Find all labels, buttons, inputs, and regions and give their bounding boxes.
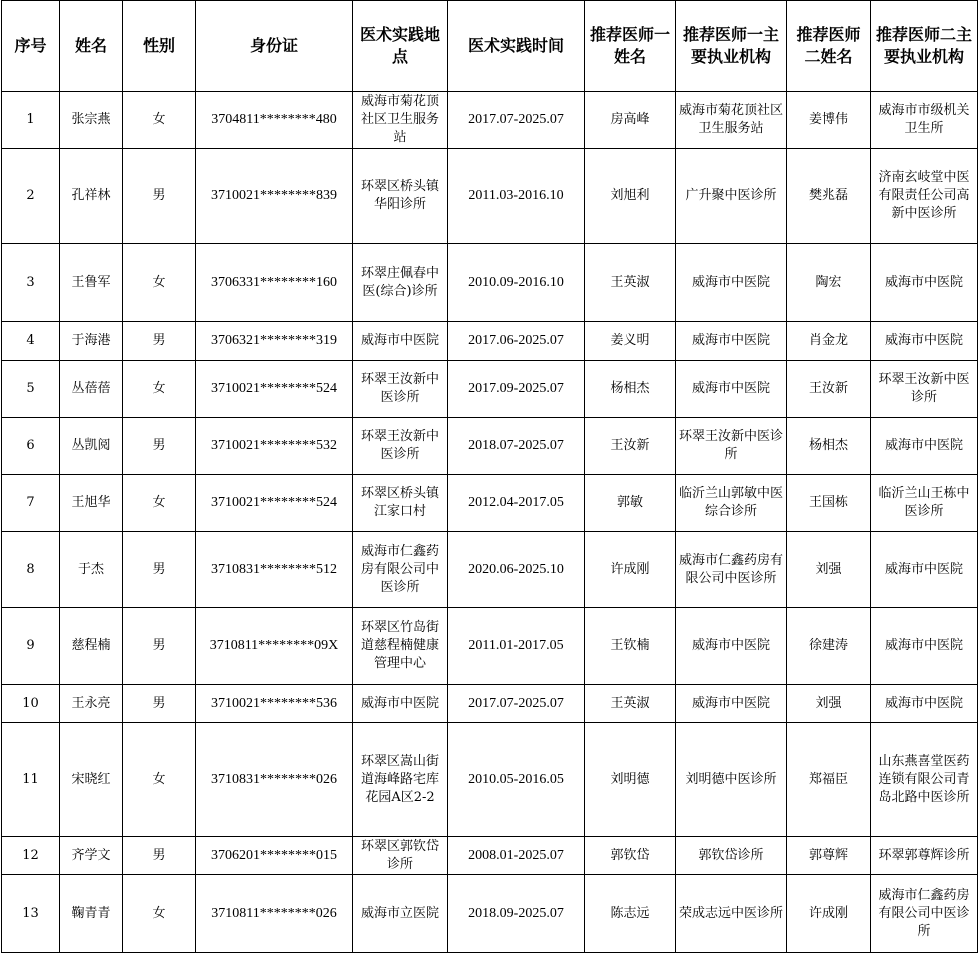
- header-recommender1-name: 推荐医师一姓名: [585, 1, 676, 92]
- cell-recommender1-name: 房高峰: [585, 92, 676, 149]
- header-recommender2-institution: 推荐医师二主要执业机构: [871, 1, 978, 92]
- cell-recommender2-institution: 威海市仁鑫药房有限公司中医诊所: [871, 875, 978, 953]
- cell-gender: 男: [123, 418, 196, 475]
- cell-recommender1-institution: 威海市中医院: [676, 361, 787, 418]
- cell-index: 12: [2, 837, 60, 875]
- cell-practice-location: 环翠庄佩春中医(综合)诊所: [353, 244, 448, 322]
- cell-practice-location: 威海市仁鑫药房有限公司中医诊所: [353, 532, 448, 608]
- cell-recommender1-institution: 威海市中医院: [676, 322, 787, 361]
- table-row: [2, 149, 978, 244]
- cell-recommender1-name: 许成刚: [585, 532, 676, 608]
- cell-practice-time: 2012.04-2017.05: [448, 475, 585, 532]
- cell-recommender2-institution: 威海市中医院: [871, 608, 978, 685]
- cell-name: 于杰: [60, 532, 123, 608]
- header-index: 序号: [2, 1, 60, 92]
- cell-practice-time: 2017.07-2025.07: [448, 685, 585, 723]
- header-practice-time: 医术实践时间: [448, 1, 585, 92]
- cell-gender: 女: [123, 723, 196, 837]
- cell-name: 鞠青青: [60, 875, 123, 953]
- cell-recommender1-name: 杨相杰: [585, 361, 676, 418]
- table-row: [2, 532, 978, 608]
- cell-name: 王旭华: [60, 475, 123, 532]
- cell-gender: 男: [123, 149, 196, 244]
- cell-gender: 男: [123, 532, 196, 608]
- cell-index: 7: [2, 475, 60, 532]
- cell-recommender2-institution: 威海市中医院: [871, 532, 978, 608]
- cell-id: 3710021********536: [196, 685, 353, 723]
- cell-id: 3710831********512: [196, 532, 353, 608]
- header-gender: 性别: [123, 1, 196, 92]
- cell-recommender1-name: 王钦楠: [585, 608, 676, 685]
- cell-practice-time: 2010.09-2016.10: [448, 244, 585, 322]
- cell-practice-time: 2017.09-2025.07: [448, 361, 585, 418]
- cell-gender: 男: [123, 685, 196, 723]
- cell-recommender2-name: 王汝新: [787, 361, 871, 418]
- cell-index: 11: [2, 723, 60, 837]
- header-name: 姓名: [60, 1, 123, 92]
- cell-id: 3706201********015: [196, 837, 353, 875]
- cell-recommender2-institution: 威海市中医院: [871, 322, 978, 361]
- cell-id: 3710021********524: [196, 475, 353, 532]
- cell-index: 13: [2, 875, 60, 953]
- header-id: 身份证: [196, 1, 353, 92]
- cell-recommender1-institution: 威海市菊花顶社区卫生服务站: [676, 92, 787, 149]
- cell-gender: 女: [123, 875, 196, 953]
- cell-practice-time: 2011.03-2016.10: [448, 149, 585, 244]
- table-row: [2, 685, 978, 723]
- cell-recommender1-name: 王汝新: [585, 418, 676, 475]
- cell-recommender2-name: 郭尊辉: [787, 837, 871, 875]
- header-recommender1-institution: 推荐医师一主要执业机构: [676, 1, 787, 92]
- cell-practice-location: 环翠区桥头镇华阳诊所: [353, 149, 448, 244]
- cell-id: 3704811********480: [196, 92, 353, 149]
- cell-recommender1-name: 刘明德: [585, 723, 676, 837]
- table-row: [2, 418, 978, 475]
- cell-name: 于海港: [60, 322, 123, 361]
- cell-recommender1-name: 刘旭利: [585, 149, 676, 244]
- cell-recommender2-name: 肖金龙: [787, 322, 871, 361]
- cell-index: 10: [2, 685, 60, 723]
- cell-practice-location: 环翠王汝新中医诊所: [353, 361, 448, 418]
- cell-recommender2-name: 王国栋: [787, 475, 871, 532]
- cell-gender: 女: [123, 92, 196, 149]
- table-row: [2, 361, 978, 418]
- cell-name: 宋晓红: [60, 723, 123, 837]
- cell-recommender1-institution: 环翠王汝新中医诊所: [676, 418, 787, 475]
- cell-index: 8: [2, 532, 60, 608]
- cell-recommender2-institution: 临沂兰山王栋中医诊所: [871, 475, 978, 532]
- cell-practice-location: 环翠区桥头镇江家口村: [353, 475, 448, 532]
- cell-recommender2-institution: 济南玄岐堂中医有限责任公司高新中医诊所: [871, 149, 978, 244]
- cell-recommender2-institution: 环翠王汝新中医诊所: [871, 361, 978, 418]
- cell-recommender1-name: 陈志远: [585, 875, 676, 953]
- cell-recommender1-institution: 威海市仁鑫药房有限公司中医诊所: [676, 532, 787, 608]
- cell-recommender1-institution: 威海市中医院: [676, 685, 787, 723]
- cell-id: 3710831********026: [196, 723, 353, 837]
- table-row: [2, 322, 978, 361]
- cell-id: 3710811********026: [196, 875, 353, 953]
- cell-gender: 男: [123, 322, 196, 361]
- cell-name: 丛蓓蓓: [60, 361, 123, 418]
- cell-recommender1-institution: 威海市中医院: [676, 608, 787, 685]
- cell-id: 3710021********524: [196, 361, 353, 418]
- cell-index: 2: [2, 149, 60, 244]
- cell-practice-location: 威海市中医院: [353, 322, 448, 361]
- table-row: [2, 244, 978, 322]
- table-row: [2, 837, 978, 875]
- cell-practice-location: 威海市立医院: [353, 875, 448, 953]
- cell-practice-time: 2010.05-2016.05: [448, 723, 585, 837]
- cell-index: 3: [2, 244, 60, 322]
- cell-practice-location: 环翠王汝新中医诊所: [353, 418, 448, 475]
- cell-practice-location: 威海市菊花顶社区卫生服务站: [353, 92, 448, 149]
- cell-recommender2-name: 姜博伟: [787, 92, 871, 149]
- table-row: [2, 723, 978, 837]
- cell-recommender2-institution: 威海市中医院: [871, 418, 978, 475]
- cell-recommender2-name: 樊兆磊: [787, 149, 871, 244]
- cell-name: 王永亮: [60, 685, 123, 723]
- cell-practice-location: 环翠区竹岛街道慈程楠健康管理中心: [353, 608, 448, 685]
- table-row: [2, 608, 978, 685]
- cell-recommender1-institution: 广升聚中医诊所: [676, 149, 787, 244]
- cell-name: 丛凯阅: [60, 418, 123, 475]
- cell-recommender1-name: 王英淑: [585, 244, 676, 322]
- header-recommender2-name: 推荐医师二姓名: [787, 1, 871, 92]
- table-row: [2, 875, 978, 953]
- cell-recommender1-institution: 临沂兰山郭敏中医综合诊所: [676, 475, 787, 532]
- cell-id: 3706321********319: [196, 322, 353, 361]
- table-row: [2, 475, 978, 532]
- cell-practice-time: 2020.06-2025.10: [448, 532, 585, 608]
- cell-gender: 男: [123, 608, 196, 685]
- cell-recommender1-name: 姜义明: [585, 322, 676, 361]
- cell-recommender2-name: 刘强: [787, 685, 871, 723]
- cell-recommender2-name: 杨相杰: [787, 418, 871, 475]
- cell-practice-time: 2018.09-2025.07: [448, 875, 585, 953]
- cell-gender: 女: [123, 361, 196, 418]
- cell-practice-time: 2018.07-2025.07: [448, 418, 585, 475]
- cell-gender: 女: [123, 244, 196, 322]
- cell-recommender1-institution: 威海市中医院: [676, 244, 787, 322]
- cell-recommender1-institution: 荣成志远中医诊所: [676, 875, 787, 953]
- cell-recommender2-name: 刘强: [787, 532, 871, 608]
- cell-recommender2-institution: 威海市中医院: [871, 244, 978, 322]
- cell-name: 王鲁军: [60, 244, 123, 322]
- cell-name: 齐学文: [60, 837, 123, 875]
- cell-index: 9: [2, 608, 60, 685]
- cell-gender: 女: [123, 475, 196, 532]
- cell-index: 4: [2, 322, 60, 361]
- cell-practice-time: 2011.01-2017.05: [448, 608, 585, 685]
- cell-recommender1-institution: 刘明德中医诊所: [676, 723, 787, 837]
- cell-recommender1-name: 郭钦岱: [585, 837, 676, 875]
- cell-practice-location: 环翠区郭钦岱诊所: [353, 837, 448, 875]
- table-row: [2, 92, 978, 149]
- cell-name: 慈程楠: [60, 608, 123, 685]
- cell-practice-time: 2017.06-2025.07: [448, 322, 585, 361]
- cell-id: 3710811********09X: [196, 608, 353, 685]
- cell-practice-time: 2017.07-2025.07: [448, 92, 585, 149]
- cell-index: 5: [2, 361, 60, 418]
- cell-practice-time: 2008.01-2025.07: [448, 837, 585, 875]
- table-body: [2, 92, 978, 953]
- cell-id: 3710021********839: [196, 149, 353, 244]
- cell-recommender2-name: 陶宏: [787, 244, 871, 322]
- cell-name: 孔祥林: [60, 149, 123, 244]
- cell-practice-location: 环翠区嵩山街道海峰路宅库花园A区2-2: [353, 723, 448, 837]
- cell-recommender1-name: 王英淑: [585, 685, 676, 723]
- candidate-table: [1, 0, 978, 953]
- header-row: [2, 1, 978, 92]
- cell-practice-location: 威海市中医院: [353, 685, 448, 723]
- header-practice-location: 医术实践地点: [353, 1, 448, 92]
- cell-recommender2-name: 许成刚: [787, 875, 871, 953]
- cell-recommender2-institution: 环翠郭尊辉诊所: [871, 837, 978, 875]
- cell-name: 张宗燕: [60, 92, 123, 149]
- cell-recommender2-institution: 威海市中医院: [871, 685, 978, 723]
- cell-index: 1: [2, 92, 60, 149]
- cell-recommender2-institution: 威海市市级机关卫生所: [871, 92, 978, 149]
- cell-id: 3710021********532: [196, 418, 353, 475]
- cell-index: 6: [2, 418, 60, 475]
- cell-recommender2-name: 徐建涛: [787, 608, 871, 685]
- cell-id: 3706331********160: [196, 244, 353, 322]
- cell-recommender2-name: 郑福臣: [787, 723, 871, 837]
- cell-recommender1-institution: 郭钦岱诊所: [676, 837, 787, 875]
- cell-recommender2-institution: 山东燕喜堂医药连锁有限公司青岛北路中医诊所: [871, 723, 978, 837]
- cell-gender: 男: [123, 837, 196, 875]
- cell-recommender1-name: 郭敏: [585, 475, 676, 532]
